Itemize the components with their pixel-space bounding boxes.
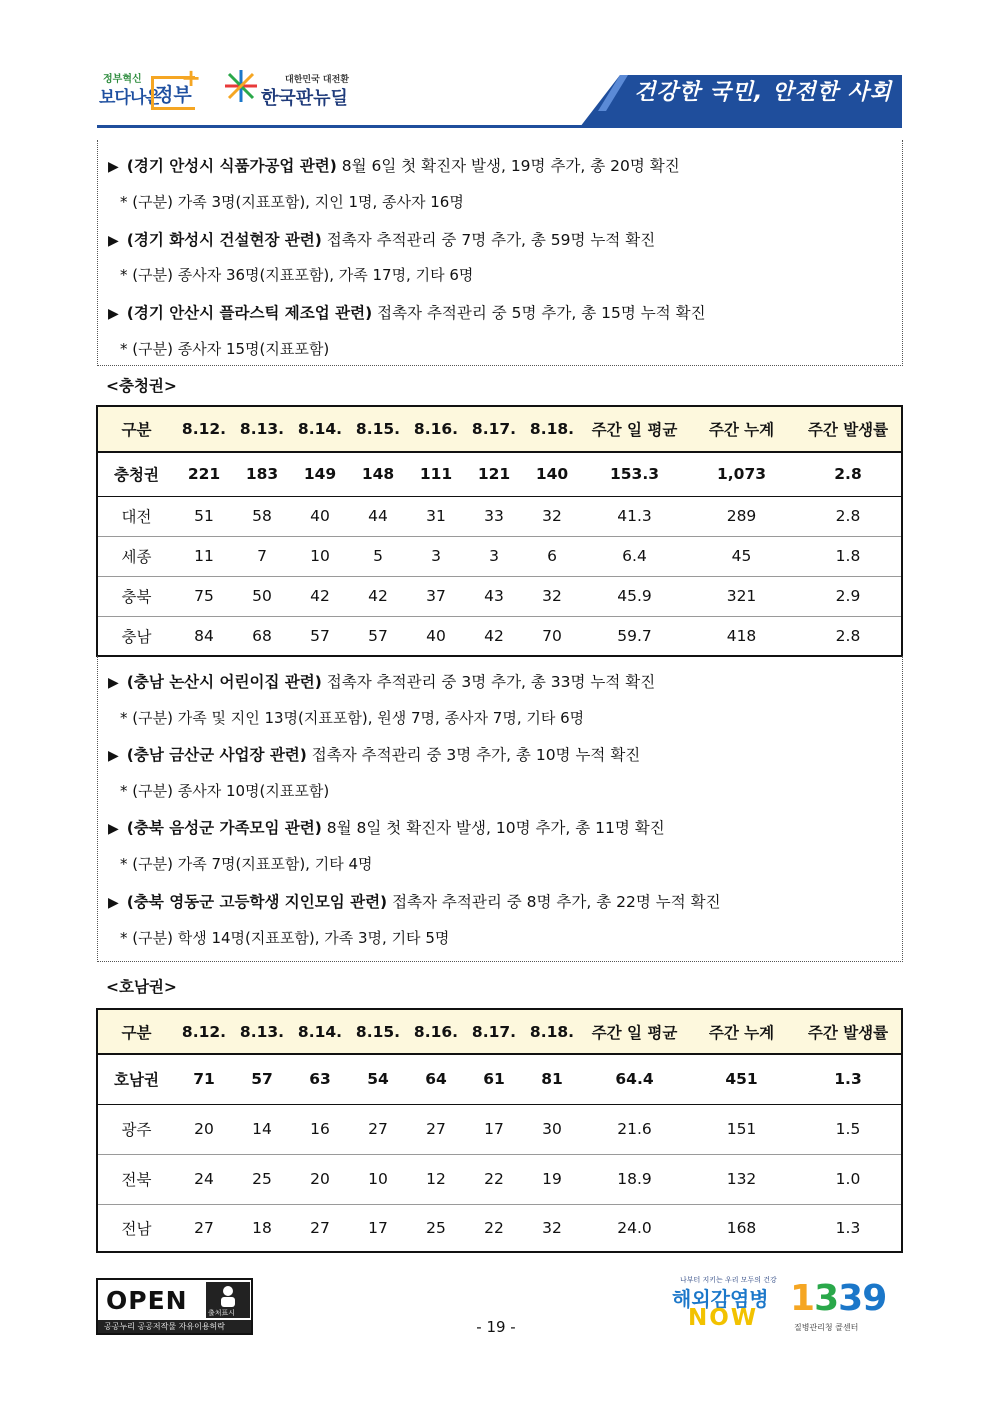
table-cell: 75 (175, 576, 233, 616)
now-logo-title: 해외감염병 (672, 1287, 769, 1311)
table-cell: 세종 (97, 536, 175, 576)
table-cell: 61 (465, 1054, 523, 1104)
table-cell: 31 (407, 496, 465, 536)
table-row (97, 1204, 902, 1252)
table-cell: 81 (523, 1054, 581, 1104)
table-cell: 32 (523, 576, 581, 616)
triangle-bullet-icon: ▶ (108, 821, 119, 837)
table-cell: 151 (688, 1104, 795, 1154)
column-header: 8.15. (349, 1009, 407, 1054)
list-item (108, 816, 665, 838)
list-item (108, 228, 655, 250)
triangle-bullet-icon: ▶ (108, 748, 119, 764)
slogan-text: 건강한 국민, 안전한 사회 (634, 80, 892, 105)
table-cell: 418 (726, 626, 757, 645)
table-cell: 63 (291, 1054, 349, 1104)
table-cell: 충북 (97, 576, 175, 616)
table-cell: 5 (349, 536, 407, 576)
table-cell: 132 (688, 1154, 795, 1204)
table-cell: 14 (233, 1104, 291, 1154)
item-text: 접촉자 추적관리 중 3명 추가, 총 33명 누적 확진 (321, 673, 656, 691)
column-header: 구분 (97, 1009, 175, 1054)
table-cell: 64.4 (581, 1054, 688, 1104)
table-cell: 2.8 (835, 626, 861, 645)
table-cell: 27 (407, 1104, 465, 1154)
table-cell: 50 (233, 576, 291, 616)
column-header: 주간 일 평균 (581, 1009, 688, 1054)
table-cell: 1,073 (688, 452, 795, 496)
table-cell: 54 (349, 1054, 407, 1104)
table-cell: 20 (291, 1154, 349, 1204)
item-title: (충북 영동군 고등학생 지인모임 관련) (126, 893, 388, 911)
triangle-bullet-icon: ▶ (108, 675, 119, 691)
table-cell: 충청권 (97, 452, 175, 496)
table-row (97, 1154, 902, 1204)
table-cell: 17 (368, 1218, 388, 1237)
table-cell: 45 (688, 536, 795, 576)
table-cell: 68 (252, 626, 272, 645)
table-cell: 24 (175, 1154, 233, 1204)
table-cell: 10 (291, 536, 349, 576)
table-cell: 3 (407, 536, 465, 576)
table-cell: 12 (407, 1154, 465, 1204)
item-title: (경기 안성시 식품가공업 관련) (126, 157, 337, 175)
call-center-1339-logo (786, 1278, 896, 1338)
attribution-label: 출처표시 (208, 1309, 236, 1317)
table-cell: 2.9 (795, 576, 902, 616)
table-cell: 7 (233, 536, 291, 576)
table-header-row (97, 1009, 902, 1054)
table-cell: 40 (291, 496, 349, 536)
table-cell: 121 (465, 452, 523, 496)
column-header: 8.13. (233, 1009, 291, 1054)
new-deal-small-text: 대한민국 대전환 (285, 75, 349, 85)
column-header: 구분 (97, 406, 175, 452)
column-header: 8.15. (349, 406, 407, 452)
table-cell: 21.6 (581, 1104, 688, 1154)
table-cell: 221 (175, 452, 233, 496)
table-cell: 59.7 (617, 626, 652, 645)
column-header: 8.14. (291, 1009, 349, 1054)
table-cell: 전남 (121, 1219, 152, 1238)
page-number: - 19 - (476, 1318, 516, 1336)
table-cell: 42 (484, 626, 504, 645)
government-innovation-logo (97, 66, 207, 110)
table-cell: 1.0 (795, 1154, 902, 1204)
logo-big2-text: 정부 (155, 84, 192, 106)
table-row (97, 1104, 902, 1154)
item-title: (충북 음성군 가족모임 관련) (126, 819, 322, 837)
table-cell: 45.9 (581, 576, 688, 616)
plus-icon: + (181, 64, 202, 92)
table-cell: 광주 (97, 1104, 175, 1154)
table-cell: 289 (688, 496, 795, 536)
table-cell: 호남권 (97, 1054, 175, 1104)
korean-new-deal-logo (223, 66, 363, 110)
list-item (108, 670, 655, 692)
item-text: 8월 8일 첫 확진자 발생, 10명 추가, 총 11명 확진 (321, 819, 665, 837)
table-cell: 25 (233, 1154, 291, 1204)
table-cell: 149 (291, 452, 349, 496)
table-cell: 140 (523, 452, 581, 496)
table-cell: 3 (465, 536, 523, 576)
table-cell: 1.5 (795, 1104, 902, 1154)
column-header: 8.17. (465, 1009, 523, 1054)
column-header: 주간 일 평균 (581, 406, 688, 452)
new-deal-star-icon (223, 68, 259, 104)
table-cell: 32 (523, 496, 581, 536)
item-text: 접촉자 추적관리 중 8명 추가, 총 22명 누적 확진 (387, 893, 721, 911)
table-cell: 41.3 (581, 496, 688, 536)
column-header: 주간 누계 (688, 1009, 795, 1054)
item-detail: * (구분) 학생 14명(지표포함), 가족 3명, 기타 5명 (120, 929, 450, 947)
chungcheong-table (96, 405, 903, 657)
table-cell: 27 (194, 1218, 214, 1237)
triangle-bullet-icon: ▶ (108, 306, 119, 322)
overseas-infection-now-logo (672, 1275, 778, 1335)
table-cell: 111 (407, 452, 465, 496)
item-detail: * (구분) 종사자 36명(지표포함), 가족 17명, 기타 6명 (120, 266, 474, 284)
item-title: (충남 금산군 사업장 관련) (126, 746, 307, 764)
item-detail: * (구분) 종사자 15명(지표포함) (120, 340, 330, 358)
honam-table (96, 1008, 903, 1253)
column-header: 8.16. (407, 1009, 465, 1054)
table-cell: 16 (291, 1104, 349, 1154)
list-item (108, 301, 706, 323)
call-center-label: 질병관리청 콜센터 (794, 1323, 859, 1332)
table-row (97, 616, 902, 656)
item-text: 접촉자 추적관리 중 5명 추가, 총 15명 누적 확진 (372, 304, 706, 322)
column-header: 8.18. (523, 406, 581, 452)
column-header: 8.13. (233, 406, 291, 452)
table-cell: 1.8 (795, 536, 902, 576)
table-cell: 84 (194, 626, 214, 645)
table-cell: 대전 (97, 496, 175, 536)
table-cell: 27 (310, 1218, 330, 1237)
table-row (97, 1054, 902, 1104)
table-cell: 57 (310, 626, 330, 645)
list-item (108, 890, 721, 912)
list-item (108, 154, 680, 176)
new-deal-big-text: 한국판뉴딜 (261, 88, 348, 109)
table-row (97, 496, 902, 536)
table-cell: 71 (175, 1054, 233, 1104)
table-cell: 58 (233, 496, 291, 536)
table-cell: 22 (465, 1154, 523, 1204)
table-cell: 451 (688, 1054, 795, 1104)
table-cell: 2.8 (795, 496, 902, 536)
table-cell: 25 (426, 1218, 446, 1237)
triangle-bullet-icon: ▶ (108, 233, 119, 249)
item-detail: * (구분) 종사자 10명(지표포함) (120, 782, 330, 800)
open-word: OPEN (106, 1286, 188, 1315)
table-cell: 충남 (121, 627, 152, 646)
table-cell: 1.3 (835, 1218, 861, 1237)
column-header: 8.12. (175, 406, 233, 452)
item-text: 접촉자 추적관리 중 3명 추가, 총 10명 누적 확진 (306, 746, 641, 764)
table-cell: 40 (426, 626, 446, 645)
list-item (108, 743, 640, 765)
table-row (97, 452, 902, 496)
logo-big-text: 보다나은 (99, 88, 161, 108)
item-text: 접촉자 추적관리 중 7명 추가, 총 59명 누적 확진 (321, 231, 656, 249)
table-cell: 33 (465, 496, 523, 536)
table-cell: 32 (542, 1218, 562, 1237)
column-header: 8.16. (407, 406, 465, 452)
table-cell: 183 (233, 452, 291, 496)
table-cell: 43 (465, 576, 523, 616)
table-cell: 57 (233, 1054, 291, 1104)
table-cell: 10 (349, 1154, 407, 1204)
table-cell: 18.9 (581, 1154, 688, 1204)
item-title: (충남 논산시 어린이집 관련) (126, 673, 322, 691)
table-cell: 148 (349, 452, 407, 496)
call-center-number: 1339 (790, 1278, 887, 1319)
table-cell: 1.3 (795, 1054, 902, 1104)
table-cell: 57 (368, 626, 388, 645)
table-cell: 11 (175, 536, 233, 576)
item-title: (경기 화성시 건설현장 관련) (126, 231, 322, 249)
table-header-row (97, 406, 902, 452)
table-cell: 42 (349, 576, 407, 616)
logo-small-text: 정부혁신 (103, 74, 142, 85)
table-row (97, 536, 902, 576)
item-detail: * (구분) 가족 3명(지표포함), 지인 1명, 종사자 16명 (120, 193, 464, 211)
column-header: 주간 누계 (688, 406, 795, 452)
table-cell: 17 (465, 1104, 523, 1154)
triangle-bullet-icon: ▶ (108, 159, 119, 175)
table-cell: 19 (523, 1154, 581, 1204)
now-logo-word: NOW (688, 1305, 759, 1331)
table-cell: 42 (291, 576, 349, 616)
column-header: 주간 발생률 (795, 406, 902, 452)
table-cell: 전북 (97, 1154, 175, 1204)
table-cell: 20 (175, 1104, 233, 1154)
table-cell: 37 (407, 576, 465, 616)
column-header: 8.18. (523, 1009, 581, 1054)
column-header: 8.14. (291, 406, 349, 452)
table-cell: 64 (407, 1054, 465, 1104)
table-row (97, 576, 902, 616)
column-header: 8.17. (465, 406, 523, 452)
table-cell: 18 (252, 1218, 272, 1237)
item-title: (경기 안산시 플라스틱 제조업 관련) (126, 304, 373, 322)
table-cell: 30 (523, 1104, 581, 1154)
item-detail: * (구분) 가족 7명(지표포함), 기타 4명 (120, 855, 373, 873)
table-cell: 153.3 (581, 452, 688, 496)
header-divider (97, 125, 902, 128)
table-cell: 51 (175, 496, 233, 536)
column-header: 8.12. (175, 1009, 233, 1054)
item-text: 8월 6일 첫 확진자 발생, 19명 추가, 총 20명 확진 (336, 157, 680, 175)
table-cell: 70 (542, 626, 562, 645)
table-cell: 321 (688, 576, 795, 616)
item-detail: * (구분) 가족 및 지인 13명(지표포함), 원생 7명, 종사자 7명, 기타 6명 (120, 709, 585, 727)
table-cell: 168 (726, 1218, 757, 1237)
table-cell: 44 (349, 496, 407, 536)
table-cell: 24.0 (617, 1218, 652, 1237)
chungcheong-items-box (97, 656, 903, 962)
table-cell: 6 (523, 536, 581, 576)
page-header (97, 62, 902, 128)
column-header: 주간 발생률 (795, 1009, 902, 1054)
triangle-bullet-icon: ▶ (108, 895, 119, 911)
table-cell: 6.4 (581, 536, 688, 576)
table-cell: 27 (349, 1104, 407, 1154)
section-title-honam: <호남권> (106, 978, 177, 996)
table-cell: 2.8 (795, 452, 902, 496)
table-cell: 22 (484, 1218, 504, 1237)
now-logo-tagline: 나부터 지키는 우리 모두의 건강 (680, 1276, 777, 1284)
section-title-chungcheong: <충청권> (106, 377, 177, 395)
open-license-bar: 공공누리 공공저작물 자유이용허락 (98, 1320, 251, 1333)
